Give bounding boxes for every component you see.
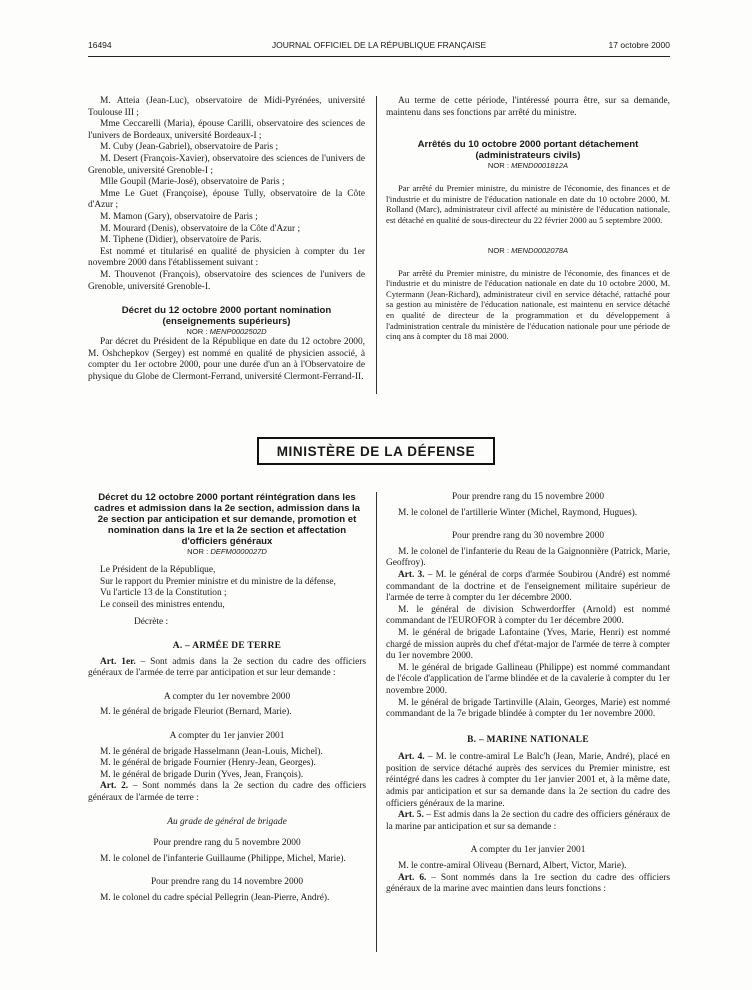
list-item: M. le contre-amiral Oliveau (Bernard, Albert, Victor, Marie). xyxy=(398,861,627,872)
list-item: M. Mourard (Denis), observatoire de la Côte d'Azur ; xyxy=(100,223,301,234)
nor-reference: NOR : MENP0002502D xyxy=(186,327,267,337)
article-1: Art. 1er. – Sont admis dans la 2e section du cadre des officiers généraux de l'armée de terre par anticipation et sur leur demande : xyxy=(88,656,367,679)
arrete-paragraph: Par arrêté du Premier ministre, du ministre de l'économie, des finances et de l'industrie et du ministre de l'éducation nationale en date du 10 octobre 2000, M. Cytermann (Jean-Richard), administrateur civil en service détaché, rattaché pour sa gestion au ministère de l'éducation nationale, est maintenu en service détaché en qualité de directeur de la programmation et du développement à l'administration centrale du ministère de l'éducation nationale pour une période de cinq ans à compter du 18 mai 2000. xyxy=(386,267,670,342)
nor-reference: NOR : MEND0002078A xyxy=(487,245,569,255)
article-paragraph: M. le général de brigade Lafontaine (Yves, Marie, Henri) est nommé chargé de mission auprès du chef d'état-major de l'armée de terre à compter du 1er novembre 2000. xyxy=(386,627,670,662)
preamble-line: Vu l'article 13 de la Constitution ; xyxy=(100,588,227,599)
list-item: Mme Le Guet (Françoise), épouse Tully, observatoire de la Côte d'Azur ; xyxy=(88,188,365,211)
list-item: M. Mamon (Gary), observatoire de Paris ; xyxy=(100,211,258,222)
article-paragraph: M. le général de brigade Gallineau (Philippe) est nommé commandant de l'école d'application de l'arme blindée et de la cavalerie à compter du 1er novembre 2000. xyxy=(386,662,670,696)
list-item: M. le colonel du cadre spécial Pellegrin (Jean-Pierre, André). xyxy=(100,892,330,903)
arretes-title: Arrêtés du 10 octobre 2000 portant détachement (administrateurs civils) xyxy=(417,139,639,162)
header-rule xyxy=(88,56,670,57)
decree-body: Par décret du Président de la République en date du 12 octobre 2000, M. Oshchepkov (Sergey) est nommé en qualité de physicien associé, à compter du 1er octobre 2000, pour une durée d'un an à l'Observatoire de physique du Globe de Clermont-Ferrand, université Clermont-Ferrand-II. xyxy=(88,337,365,382)
list-item: M. le général de brigade Hasselmann (Jean-Louis, Michel). xyxy=(100,746,323,757)
nor-reference: NOR : MEND0001812A xyxy=(487,161,569,171)
list-item: Mlle Goupil (Marie-José), observatoire de Paris ; xyxy=(100,177,285,188)
ministry-title: MINISTÈRE DE LA DÉFENSE xyxy=(276,443,476,459)
rank-heading: Pour prendre rang du 14 novembre 2000 xyxy=(150,877,304,888)
decree-title: Décret du 12 octobre 2000 portant nomination (enseignements supérieurs) xyxy=(121,305,332,328)
date-heading: A compter du 1er janvier 2001 xyxy=(470,845,586,856)
issue-date: 17 octobre 2000 xyxy=(608,40,670,50)
top-right-column xyxy=(386,96,670,342)
ministry-title-box xyxy=(257,437,495,465)
preamble-line: Le Président de la République, xyxy=(100,565,216,575)
section-heading: B. – MARINE NATIONALE xyxy=(467,734,589,745)
page-header xyxy=(88,40,670,54)
list-item: M. le colonel de l'infanterie du Reau de la Gaignonnière (Patrick, Marie, Geoffroy). xyxy=(386,546,670,569)
list-item: M. le général de brigade Fournier (Henry-Jean, Georges). xyxy=(100,758,316,769)
article-4: Art. 4. – M. le contre-amiral Le Balc'h (Jean, Marie, André), placé en position de service détaché auprès des services du Premier ministre, est réintégré dans les cadres à compter du 1er janvier 2001 et, à la même date, admis par anticipation et sur sa demande dans la 2e section du cadre des officiers généraux de la marine. xyxy=(386,752,670,809)
decrete: Décrète : xyxy=(134,617,169,628)
article-3: Art. 3. – M. le général de corps d'armée Soubirou (André) est nommé commandant de la doctrine et de l'enseignement militaire supérieur de l'armée de terre à compter du 1er décembre 2000. xyxy=(386,569,671,604)
list-item: M. Thouvenot (François), observatoire des sciences de l'univers de Grenoble, université Grenoble-I. xyxy=(88,269,365,292)
list-item: M. Cuby (Jean-Gabriel), observatoire de Paris ; xyxy=(100,142,279,153)
grade-heading: Au grade de général de brigade xyxy=(167,816,287,827)
journal-title: JOURNAL OFFICIEL DE LA RÉPUBLIQUE FRANÇAISE xyxy=(271,40,487,50)
list-item: M. le colonel de l'infanterie Guillaume (Philippe, Michel, Marie). xyxy=(100,853,346,864)
article-6: Art. 6. – Sont nommés dans la 1re section du cadre des officiers généraux de la marine avec maintien dans leurs fonctions : xyxy=(386,872,670,895)
list-item: Mme Ceccarelli (Maria), épouse Carilli, observatoire des sciences de l'univers de Bordeaux, université Bordeaux-I ; xyxy=(88,119,365,141)
list-item: M. Tiphene (Didier), observatoire de Paris. xyxy=(100,235,262,246)
article-paragraph: M. le général de division Schwerdorffer (Arnold) est nommé commandant de l'EUROFOR à compter du 1er décembre 2000. xyxy=(386,604,670,627)
list-item: M. Desert (François-Xavier), observatoire des sciences de l'univers de Grenoble, université Grenoble-I ; xyxy=(88,153,365,176)
list-item: M. le général de brigade Fleuriot (Bernard, Marie). xyxy=(100,707,292,718)
list-item: M. le général de brigade Durin (Yves, Jean, François). xyxy=(100,769,304,780)
list-item: M. le colonel de l'artillerie Winter (Michel, Raymond, Hugues). xyxy=(398,507,638,518)
list-item: Est nommé et titularisé en qualité de physicien à compter du 1er novembre 2000 dans l'établissement suivant : xyxy=(88,246,365,269)
column-rule xyxy=(376,96,377,394)
list-item: M. Atteia (Jean-Luc), observatoire de Midi-Pyrénées, université Toulouse III ; xyxy=(88,96,365,118)
arrete-paragraph: Par arrêté du Premier ministre, du ministre de l'économie, des finances et de l'industrie et du ministre de l'éducation nationale en date du 10 octobre 2000, M. Rolland (Marc), administrateur civil affecté au ministère de l'éducation nationale, est détaché en qualité de sous-directeur du 22 février 2000 au 5 septembre 2000. xyxy=(386,183,670,225)
section-heading: A. – ARMÉE DE TERRE xyxy=(172,640,282,651)
rank-heading: Pour prendre rang du 30 novembre 2000 xyxy=(451,531,605,542)
nor-reference: NOR : DEFM0000027D xyxy=(187,547,267,556)
article-paragraph: M. le général de brigade Tartinville (Alain, Georges, Marie) est nommé commandant de la 7e brigade blindée à compter du 1er novembre 2000. xyxy=(386,697,670,720)
date-heading: A compter du 1er novembre 2000 xyxy=(163,691,291,702)
article-2: Art. 2. – Sont nommés dans la 2e section du cadre des officiers généraux de l'armée de terre : xyxy=(88,781,366,803)
date-heading: A compter du 1er janvier 2001 xyxy=(169,730,285,741)
continuation-paragraph: Au terme de cette période, l'intéressé pourra être, sur sa demande, maintenu dans ses fonctions par arrêté du ministre. xyxy=(386,96,670,118)
top-left-column xyxy=(88,96,365,383)
bottom-right-column xyxy=(386,492,670,896)
preamble-line: Sur le rapport du Premier ministre et du ministre de la défense, xyxy=(100,576,336,587)
rank-heading: Pour prendre rang du 5 novembre 2000 xyxy=(153,838,301,849)
rank-heading: Pour prendre rang du 15 novembre 2000 xyxy=(451,492,605,502)
decree-title: Décret du 12 octobre 2000 portant réintégration dans les cadres et admission dans la 2e section, admission dans la 2e section par anticipation et sur demande, promotion et nomination dans la 1re et la 2e section et affectation d'officiers généraux xyxy=(93,492,361,547)
page-number: 16494 xyxy=(88,40,112,50)
article-5: Art. 5. – Est admis dans la 2e section du cadre des officiers généraux de la marine par anticipation et sur sa demande : xyxy=(386,810,670,832)
column-rule xyxy=(376,492,377,952)
bottom-left-column xyxy=(88,492,366,904)
preamble-line: Le conseil des ministres entendu, xyxy=(100,599,225,610)
